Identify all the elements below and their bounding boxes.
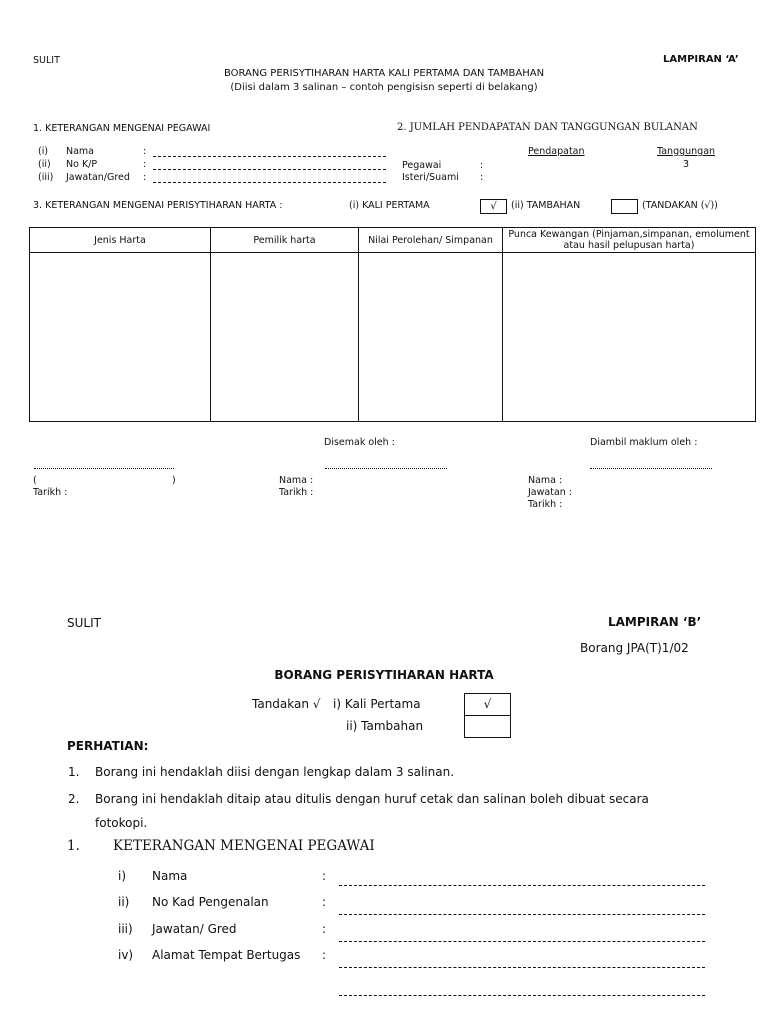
disemak-oleh-label: Disemak oleh : <box>324 437 395 448</box>
nama-label-disemak: Nama : <box>279 475 314 486</box>
signature-paren-open: ( <box>33 475 37 486</box>
kali-pertama-option-a: (i) KALI PERTAMA <box>349 200 430 211</box>
nama-field-line-a[interactable] <box>153 156 386 157</box>
b-item-num-1: i) <box>118 869 127 883</box>
tanggungan-value: 3 <box>683 159 690 170</box>
section1-title-b: KETERANGAN MENGENAI PEGAWAI <box>113 838 375 854</box>
s1-colon-1: : <box>143 146 147 157</box>
b-item-num-4: iv) <box>118 948 134 962</box>
tandakan-label-a: (TANDAKAN (√)) <box>642 200 718 211</box>
kali-pertama-checkbox-a[interactable]: √ <box>480 199 507 214</box>
note-2-num: 2. <box>68 792 80 806</box>
note-1-num: 1. <box>68 765 80 779</box>
s1-num-1: (i) <box>38 146 49 157</box>
form-subtitle-a: (Diisi dalam 3 salinan – contoh pengisisn seperti di belakang) <box>230 82 538 93</box>
b-alamat-field-line-1[interactable] <box>339 967 705 968</box>
signature-line-diambil[interactable] <box>590 468 712 469</box>
signature-line-pegawai[interactable] <box>34 468 174 469</box>
table-header-cell <box>210 227 359 253</box>
s1-label-nama: Nama <box>66 146 95 157</box>
b-alamat-field-line-2[interactable] <box>339 995 705 996</box>
diambil-maklum-label: Diambil maklum oleh : <box>590 437 698 448</box>
s1-colon-2: : <box>143 159 147 170</box>
b-nama-field-line[interactable] <box>339 885 705 886</box>
lampiran-a-label: LAMPIRAN ‘A’ <box>663 54 739 65</box>
b-item-num-3: iii) <box>118 922 133 936</box>
borang-code: Borang JPA(T)1/02 <box>580 641 689 655</box>
s1-num-2: (ii) <box>38 159 51 170</box>
signature-paren-close: ) <box>172 475 176 486</box>
tarikh-label-pegawai: Tarikh : <box>33 487 68 498</box>
table-header-cell <box>29 227 211 253</box>
table-header-jenis-harta: Jenis Harta <box>94 235 146 246</box>
b-colon-2: : <box>322 895 327 909</box>
tanggungan-header: Tanggungan <box>657 146 716 157</box>
perhatian-heading: PERHATIAN: <box>67 739 149 753</box>
b-jawatan-field-line[interactable] <box>339 941 705 942</box>
kali-pertama-option-b: i) Kali Pertama <box>333 697 421 711</box>
b-colon-4: : <box>322 948 327 962</box>
isteri-suami-label: Isteri/Suami <box>402 172 459 183</box>
pegawai-label: Pegawai <box>402 160 442 171</box>
table-header-punca-kewangan: Punca Kewangan (Pinjaman,simpanan, emolument atau hasil pelupusan harta) <box>508 229 750 251</box>
b-item-num-2: ii) <box>118 895 130 909</box>
tambahan-checkbox-a[interactable] <box>611 199 638 214</box>
s1-num-3: (iii) <box>38 172 54 183</box>
b-label-nama: Nama <box>152 869 188 883</box>
note-1-text: Borang ini hendaklah diisi dengan lengkap dalam 3 salinan. <box>95 765 455 779</box>
jawatan-field-line-a[interactable] <box>153 182 386 183</box>
table-header-nilai-perolehan: Nilai Perolehan/ Simpanan <box>368 235 493 246</box>
tarikh-label-disemak: Tarikh : <box>279 487 314 498</box>
table-body-cell-jenis-harta[interactable] <box>29 252 211 422</box>
nokp-field-line-a[interactable] <box>153 169 386 170</box>
form-title-b: BORANG PERISYTIHARAN HARTA <box>274 668 494 682</box>
b-label-alamat: Alamat Tempat Bertugas <box>152 948 301 962</box>
tandakan-label-b: Tandakan √ <box>252 697 321 711</box>
table-header-cell <box>358 227 503 253</box>
section1-num-b: 1. <box>67 838 80 854</box>
pegawai-colon: : <box>480 160 484 171</box>
tambahan-checkbox-b[interactable] <box>464 715 511 738</box>
s1-label-jawatan: Jawatan/Gred <box>66 172 130 183</box>
s1-label-nokp: No K/P <box>66 159 98 170</box>
table-header-pemilik-harta: Pemilik harta <box>253 235 316 246</box>
b-colon-3: : <box>322 922 327 936</box>
note-2-continued: fotokopi. <box>95 816 148 830</box>
isteri-suami-colon: : <box>480 172 484 183</box>
note-2-text: Borang ini hendaklah ditaip atau ditulis dengan huruf cetak dan salinan boleh dibuat secara <box>95 792 649 806</box>
b-colon-1: : <box>322 869 327 883</box>
table-body-cell-pemilik-harta[interactable] <box>210 252 359 422</box>
section2-title-a: 2. JUMLAH PENDAPATAN DAN TANGGUNGAN BULANAN <box>397 122 698 133</box>
table-body-cell-nilai-perolehan[interactable] <box>358 252 503 422</box>
jawatan-label-diambil: Jawatan : <box>528 487 573 498</box>
tarikh-label-diambil: Tarikh : <box>528 499 563 510</box>
s1-colon-3: : <box>143 172 147 183</box>
b-label-jawatan: Jawatan/ Gred <box>152 922 237 936</box>
table-body-cell-punca-kewangan[interactable] <box>502 252 756 422</box>
sulit-label-a: SULIT <box>33 55 60 66</box>
tambahan-option-b: ii) Tambahan <box>346 719 424 733</box>
section1-title-a: 1. KETERANGAN MENGENAI PEGAWAI <box>33 123 211 134</box>
kali-pertama-checkbox-b[interactable]: √ <box>464 693 511 716</box>
sulit-label-b: SULIT <box>67 616 101 630</box>
signature-line-disemak[interactable] <box>325 468 447 469</box>
form-title-a: BORANG PERISYTIHARAN HARTA KALI PERTAMA DAN TAMBAHAN <box>223 68 545 79</box>
table-header-cell <box>502 227 756 253</box>
section3-title-a: 3. KETERANGAN MENGENAI PERISYTIHARAN HARTA : <box>33 200 283 211</box>
b-label-nokp: No Kad Pengenalan <box>152 895 269 909</box>
tambahan-option-a: (ii) TAMBAHAN <box>511 200 581 211</box>
pendapatan-header: Pendapatan <box>528 146 585 157</box>
b-nokp-field-line[interactable] <box>339 914 705 915</box>
lampiran-b-label: LAMPIRAN ‘B’ <box>608 615 702 629</box>
nama-label-diambil: Nama : <box>528 475 563 486</box>
